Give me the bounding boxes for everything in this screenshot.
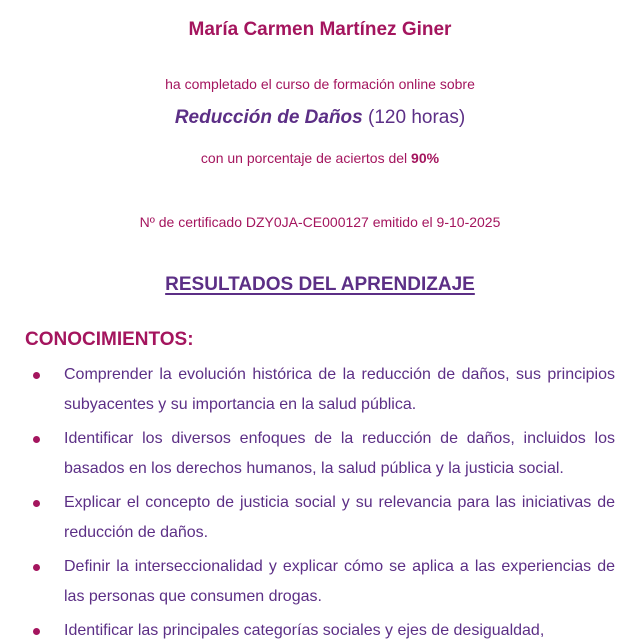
completed-text: ha completado el curso de formación online sobre (165, 76, 475, 92)
bullet-icon (33, 628, 40, 635)
list-item-text: Comprender la evolución histórica de la reducción de daños, sus principios subyacentes y su importancia en la salud pública. (64, 366, 615, 413)
list-item (0, 616, 640, 640)
results-heading-text: RESULTADOS DEL APRENDIZAJE (165, 274, 475, 295)
list-item (0, 552, 640, 612)
score-line (0, 150, 640, 166)
bullet-icon (33, 500, 40, 507)
certificate-number: Nº de certificado DZY0JA-CE000127 emitido el 9-10-2025 (139, 214, 501, 230)
list-item (0, 488, 640, 548)
recipient-name: María Carmen Martínez Giner (188, 19, 452, 40)
course-title: Reducción de Daños (174, 107, 363, 128)
list-item-text: Identificar las principales categorías sociales y ejes de desigualdad, (64, 622, 545, 639)
bullet-icon (33, 436, 40, 443)
list-item-text: Definir la interseccionalidad y explicar cómo se aplica a las experiencias de las personas que consumen drogas. (64, 558, 615, 605)
knowledge-list (0, 360, 640, 640)
list-item (0, 424, 640, 484)
score-prefix: con un porcentaje de aciertos del (200, 150, 408, 166)
score-value: 90% (411, 150, 440, 166)
list-item-text: Explicar el concepto de justicia social y su relevancia para las iniciativas de reducción de daños. (64, 494, 615, 541)
list-item (0, 360, 640, 420)
bullet-icon (33, 372, 40, 379)
course-line (0, 107, 640, 129)
list-item-text: Identificar los diversos enfoques de la reducción de daños, incluidos los basados en los derechos humanos, la salud pública y la justicia social. (64, 430, 615, 477)
bullet-icon (33, 564, 40, 571)
course-hours: (120 horas) (368, 107, 466, 128)
section-title-knowledge: CONOCIMIENTOS: (25, 329, 194, 350)
results-heading (0, 274, 640, 296)
